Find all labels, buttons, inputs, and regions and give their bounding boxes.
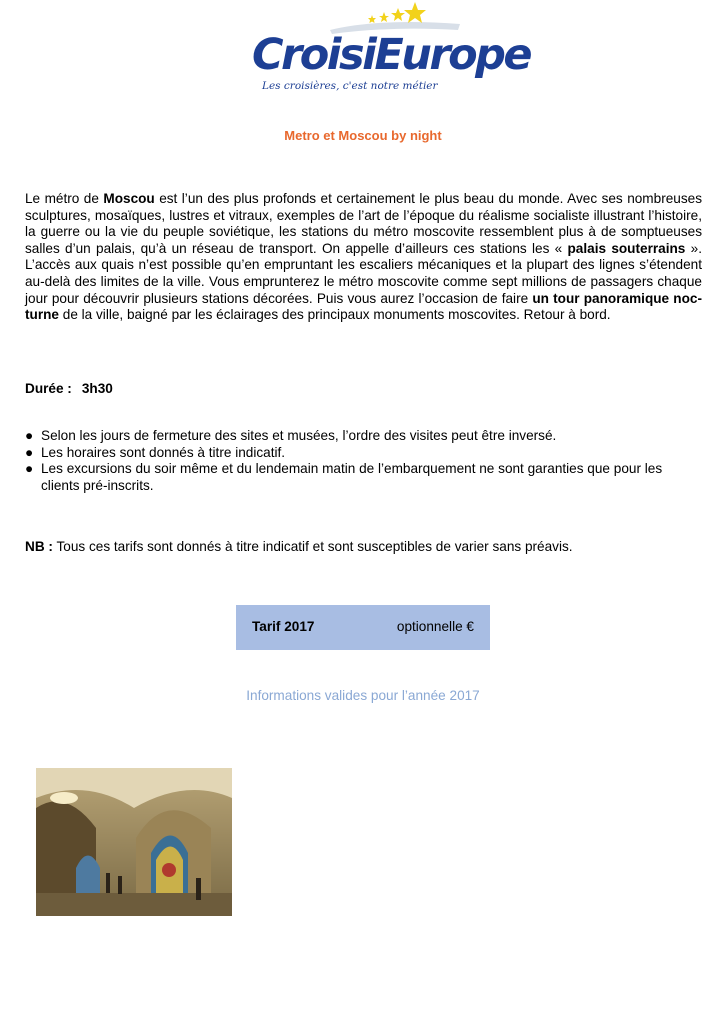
- duration-value: 3h30: [81, 381, 113, 396]
- croisieurope-logo: [250, 0, 531, 100]
- tarif-value: optionnelle €: [396, 619, 474, 634]
- bold-text-segment: palais souterrains: [567, 240, 686, 256]
- list-item: ● Les horaires sont donnés à titre indicatif.: [25, 444, 286, 460]
- info-bullet-list: [25, 428, 702, 494]
- logo-brand: CroisiEurope: [252, 30, 531, 80]
- bullet-icon: ●: [25, 428, 34, 443]
- nb-note: [25, 539, 573, 554]
- tarif-label: Tarif 2017: [252, 619, 315, 634]
- text-segment: est l’un des plus profonds et certainement le plus beau du monde. Avec ses nombreuses sculptures, mosaïques, lustres et vitraux, exemples de l’art de l’époque du réalisme socialiste illustrant l’histoire, la guerre ou la vie du peuple soviétique, les stations du métro moscovite ressemblent plus à de somptueuses salles d’un palais, qu’à un réseau de transport. On appelle d’ailleurs ces stations les «: [25, 191, 702, 256]
- duration: [25, 381, 113, 396]
- page-title: Metro et Moscou by night: [284, 128, 442, 143]
- list-item: ● Selon les jours de fermeture des sites et musées, l’ordre des visites peut être inversé.: [25, 428, 557, 443]
- bold-text-segment: un tour panoramique noc-turne: [25, 290, 702, 323]
- text-segment: Le métro de: [25, 191, 104, 206]
- tarif-box: [236, 605, 490, 650]
- validity-note: Informations valides pour l’année 2017: [246, 688, 480, 703]
- bullet-icon: ●: [25, 444, 34, 460]
- text-segment: de la ville, baigné par les éclairages des principaux monuments moscovites. Retour à bord.: [58, 307, 611, 323]
- list-item: ● Les excursions du soir même et du lendemain matin de l’embarquement ne sont garanties que pour les clients pré-inscrits.: [25, 461, 663, 493]
- duration-label: Durée :: [25, 381, 72, 396]
- bullet-icon: ●: [25, 461, 34, 477]
- metro-station-photo: [36, 768, 232, 916]
- logo-tagline: Les croisières, c'est notre métier: [262, 80, 438, 92]
- nb-text: Tous ces tarifs sont donnés à titre indicatif et sont susceptibles de varier sans préavis.: [52, 539, 573, 554]
- description-paragraph: [25, 191, 702, 324]
- nb-label: NB :: [25, 539, 53, 554]
- bold-text-segment: Moscou: [103, 191, 155, 206]
- text-segment: ». L’accès aux quais n’est possible qu’en empruntant les escaliers mécaniques et la plupart des lignes s’étendent au-delà des limites de la ville. Vous emprunterez le métro moscovite comme sept millions de passagers chaque jour pour découvrir plusieurs stations décorées. Puis vous aurez l’occasion de faire: [25, 240, 702, 306]
